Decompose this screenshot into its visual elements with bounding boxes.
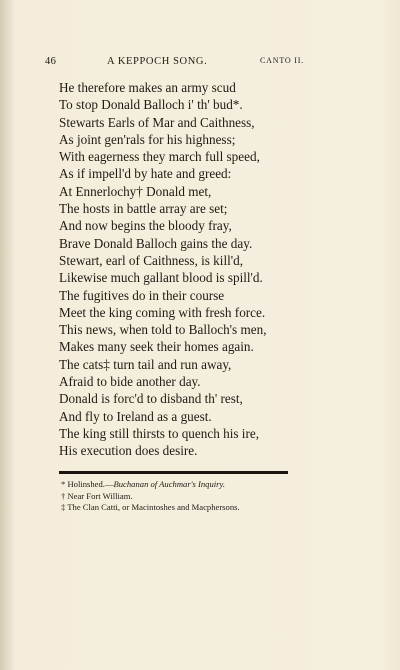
page-header [45, 56, 304, 70]
footnote [61, 502, 301, 514]
verse-line: Donald is forc'd to disband th' rest, [59, 391, 243, 407]
verse-line: And fly to Ireland as a guest. [59, 408, 212, 424]
footnote-rule [59, 471, 288, 474]
verse-line: This news, when told to Balloch's men, [59, 322, 267, 338]
verse-line: The fugitives do in their course [59, 287, 225, 303]
footnote [61, 479, 301, 491]
canto-label: CANTO II. [260, 56, 304, 65]
verse-line: His execution does desire. [59, 443, 198, 459]
verse-line: The king still thirsts to quench his ire, [59, 425, 259, 441]
verse-line: Meet the king coming with fresh force. [59, 304, 266, 320]
verse-line: Afraid to bide another day. [59, 374, 201, 390]
verse-line: As joint gen'rals for his highness; [59, 131, 236, 147]
verse-line: To stop Donald Balloch i' th' bud*. [59, 97, 243, 113]
verse-line: He therefore makes an army scud [59, 80, 236, 95]
verse-line: Likewise much gallant blood is spill'd. [59, 270, 263, 286]
footnote [61, 491, 301, 503]
verse-line: Brave Donald Balloch gains the day. [59, 235, 253, 251]
verse-line: The cats‡ turn tail and run away, [59, 356, 232, 372]
verse-line: As if impell'd by hate and greed: [59, 166, 232, 182]
verse-block [59, 79, 319, 460]
verse-line: Stewart, earl of Caithness, is kill'd, [59, 252, 244, 268]
verse-line: And now begins the bloody fray, [59, 218, 232, 234]
page-number: 46 [45, 56, 57, 67]
footnotes [61, 479, 301, 514]
verse-line: With eagerness they march full speed, [59, 149, 260, 165]
running-title: A KEPPOCH SONG. [107, 56, 208, 67]
gutter-shadow [0, 0, 16, 670]
footnote-text: ‡ The Clan Catti, or Macintoshes and Macphersons. [61, 502, 240, 512]
verse-line: The hosts in battle array are set; [59, 201, 228, 217]
verse-line: At Ennerlochy† Donald met, [59, 183, 212, 199]
footnote-text: * Holinshed.— [61, 479, 114, 489]
footnote-text: † Near Fort William. [61, 490, 133, 501]
verse-line: Stewarts Earls of Mar and Caithness, [59, 114, 255, 130]
footnote-citation: Buchanan of Auchmar's Inquiry. [113, 479, 225, 489]
verse-line: Makes many seek their homes again. [59, 339, 254, 355]
